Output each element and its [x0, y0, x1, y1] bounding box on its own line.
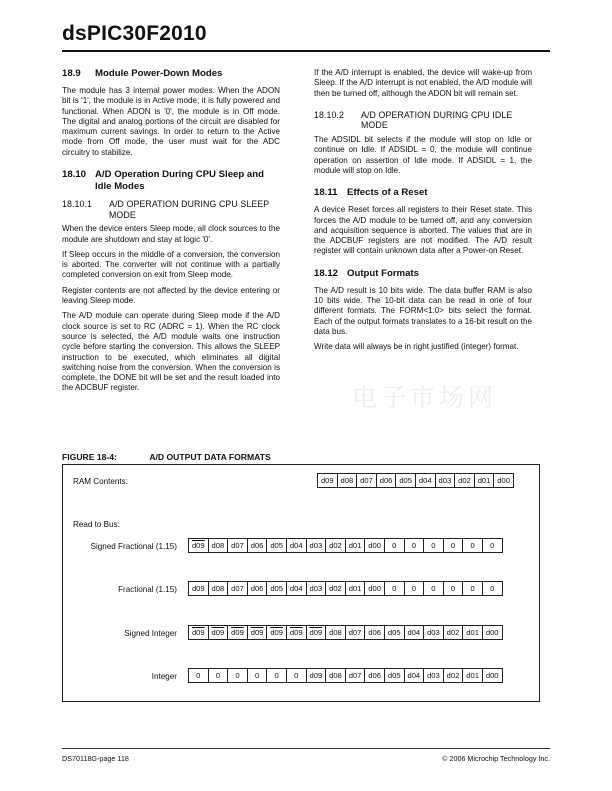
row-label-integer: Integer — [151, 672, 177, 681]
bit-cell: d04 — [286, 538, 307, 553]
bit-cell: d03 — [423, 625, 444, 640]
watermark: 电子市场网 — [352, 383, 498, 412]
ram-contents-label: RAM Contents: — [73, 477, 128, 486]
bit-cell: d00 — [364, 581, 385, 596]
bit-cell: d01 — [462, 668, 483, 683]
bit-cell: d03 — [423, 668, 444, 683]
bit-cell: d05 — [384, 668, 405, 683]
bit-cell: d00 — [482, 625, 503, 640]
bit-cell: 0 — [423, 538, 444, 553]
bit-cell: d04 — [286, 581, 307, 596]
read-to-bus-label: Read to Bus: — [73, 520, 120, 529]
bit-cell: 0 — [208, 668, 229, 683]
bit-cell: d00 — [482, 668, 503, 683]
bit-cell: d02 — [454, 473, 475, 488]
section-heading-18-10: 18.10 A/D Operation During CPU Sleep and Idle Modes — [62, 169, 264, 193]
bit-cell: d09 — [317, 473, 338, 488]
bit-cell: 0 — [266, 668, 287, 683]
bit-cell: d06 — [247, 538, 268, 553]
bit-cell: 0 — [247, 668, 268, 683]
bit-cell: d02 — [325, 581, 346, 596]
bit-cell: d01 — [345, 581, 366, 596]
bit-cell: d07 — [356, 473, 377, 488]
bit-cell: 0 — [188, 668, 209, 683]
bit-cell: d01 — [462, 625, 483, 640]
right-column — [314, 68, 532, 358]
bit-cell: d08 — [325, 625, 346, 640]
footer-doc-number: DS70118G-page 118 — [62, 754, 129, 763]
row-label-signed-integer: Signed Integer — [124, 629, 177, 638]
bit-cell: d05 — [266, 581, 287, 596]
paragraph: The A/D module can operate during Sleep mode if the A/D clock source is set to RC (ADRC = 1). When the RC clock source is selected, the A/D module waits one instruction cycle before starting the conversion. This allows the SLEEP instruction to be executed, which eliminates all digital switching noise from the conversion. When the conversion is complete, the DONE bit will be set and the result loaded into the ADCBUF register. — [62, 311, 280, 393]
bit-cell: d05 — [266, 538, 287, 553]
format-row-signed-integer — [189, 625, 503, 640]
bit-cell: d09 — [188, 625, 209, 640]
bit-cell: d07 — [227, 538, 248, 553]
bit-cell: d06 — [247, 581, 268, 596]
bit-cell: 0 — [482, 538, 503, 553]
section-heading-18-12: 18.12 Output Formats — [314, 267, 419, 279]
bit-cell: d09 — [188, 538, 209, 553]
bit-cell: 0 — [462, 538, 483, 553]
paragraph: The A/D result is 10 bits wide. The data buffer RAM is also 10 bits wide. The 10-bit data can be read in one of four different formats. The FORM<1:0> bits select the format. Each of the output formats translates to a 16-bit result on the data bus. — [314, 285, 532, 336]
bit-cell: d04 — [404, 668, 425, 683]
section-heading-18-11: 18.11 Effects of a Reset — [314, 187, 428, 199]
title-divider — [62, 50, 550, 52]
bit-cell: d06 — [364, 625, 385, 640]
paragraph: The ADSIDL bit selects if the module will stop on Idle or continue on Idle. If ADSIDL = 0, the module will continue operation on assertion of Idle mode. If ADSIDL = 1, the module will stop on Idle. — [314, 135, 532, 175]
bit-cell: d09 — [266, 625, 287, 640]
bit-cell: d00 — [493, 473, 514, 488]
subsection-heading-18-10-2: 18.10.2 A/D OPERATION DURING CPU IDLE MODE — [314, 109, 513, 131]
paragraph: A device Reset forces all registers to their Reset state. This forces the A/D module to be turned off, and any conversion and acquisition sequence is aborted. The values that are in the ADCBUF registers are not modified. The A/D result register will contain unknown data after a Power-on Reset. — [314, 205, 532, 256]
bit-cell: d03 — [306, 538, 327, 553]
paragraph: If Sleep occurs in the middle of a conversion, the conversion is aborted. The converter will not continue with a partially completed conversion on exit from Sleep mode. — [62, 249, 280, 280]
paragraph: When the device enters Sleep mode, all clock sources to the module are shutdown and stay at logic '0'. — [62, 224, 280, 244]
paragraph: If the A/D interrupt is enabled, the device will wake-up from Sleep. If the A/D interrupt is not enabled, the A/D module will then be turned off, although the ADON bit will remain set. — [314, 68, 532, 98]
bit-cell: d05 — [384, 625, 405, 640]
format-row-integer — [189, 668, 503, 683]
bit-cell: 0 — [404, 538, 425, 553]
bit-cell: d07 — [345, 668, 366, 683]
bit-cell: 0 — [384, 581, 405, 596]
ram-contents-row — [318, 473, 514, 488]
footer-divider — [62, 748, 550, 749]
row-label-fractional: Fractional (1.15) — [118, 585, 177, 594]
bit-cell: d06 — [364, 668, 385, 683]
paragraph: Register contents are not affected by the device entering or leaving Sleep mode. — [62, 285, 280, 306]
bit-cell: 0 — [462, 581, 483, 596]
bit-cell: d04 — [415, 473, 436, 488]
figure-caption — [62, 452, 271, 462]
format-row-fractional — [189, 581, 503, 596]
bit-cell: d09 — [286, 625, 307, 640]
bit-cell: d08 — [337, 473, 358, 488]
bit-cell: d09 — [227, 625, 248, 640]
bit-cell: d00 — [364, 538, 385, 553]
bit-cell: d07 — [345, 625, 366, 640]
bit-cell: d09 — [247, 625, 268, 640]
bit-cell: 0 — [404, 581, 425, 596]
footer-copyright: © 2006 Microchip Technology Inc. — [442, 754, 550, 763]
paragraph: The module has 3 internal power modes. When the ADON bit is '1', the module is in Active mode; it is fully powered and functional. When ADON is '0', the module is in Off mode. The digital and analog portions of the circuit are disabled for maximum current savings. In order to return to the Active mode from Off mode, the user must wait for the ADC circuitry to stabilize. — [62, 86, 280, 157]
bit-cell: d03 — [435, 473, 456, 488]
bit-cell: 0 — [227, 668, 248, 683]
left-column — [62, 68, 280, 399]
format-row-signed-fractional — [189, 538, 503, 553]
bit-cell: d01 — [474, 473, 495, 488]
figure-title: A/D OUTPUT DATA FORMATS — [149, 452, 271, 462]
section-heading-18-9: 18.9 Module Power-Down Modes — [62, 68, 223, 79]
bit-cell: d02 — [443, 625, 464, 640]
paragraph: Write data will always be in right justified (integer) format. — [314, 342, 519, 352]
bit-cell: d05 — [395, 473, 416, 488]
bit-cell: d08 — [208, 581, 229, 596]
bit-cell: d04 — [404, 625, 425, 640]
bit-cell: 0 — [384, 538, 405, 553]
bit-cell: d06 — [376, 473, 397, 488]
bit-cell: 0 — [286, 668, 307, 683]
bit-cell: d09 — [188, 581, 209, 596]
bit-cell: d02 — [443, 668, 464, 683]
bit-cell: d09 — [306, 668, 327, 683]
bit-cell: d03 — [306, 581, 327, 596]
bit-cell: d08 — [208, 538, 229, 553]
figure-box — [62, 464, 540, 702]
page-title: dsPIC30F2010 — [62, 22, 207, 45]
bit-cell: 0 — [482, 581, 503, 596]
bit-cell: d08 — [325, 668, 346, 683]
bit-cell: d09 — [306, 625, 327, 640]
bit-cell: 0 — [443, 538, 464, 553]
bit-cell: 0 — [423, 581, 444, 596]
bit-cell: d01 — [345, 538, 366, 553]
bit-cell: d09 — [208, 625, 229, 640]
bit-cell: d02 — [325, 538, 346, 553]
bit-cell: 0 — [443, 581, 464, 596]
figure-label: FIGURE 18-4: — [62, 452, 117, 462]
subsection-heading-18-10-1: 18.10.1 A/D OPERATION DURING CPU SLEEP MODE — [62, 199, 270, 220]
row-label-signed-fractional: Signed Fractional (1.15) — [90, 542, 177, 551]
bit-cell: d07 — [227, 581, 248, 596]
